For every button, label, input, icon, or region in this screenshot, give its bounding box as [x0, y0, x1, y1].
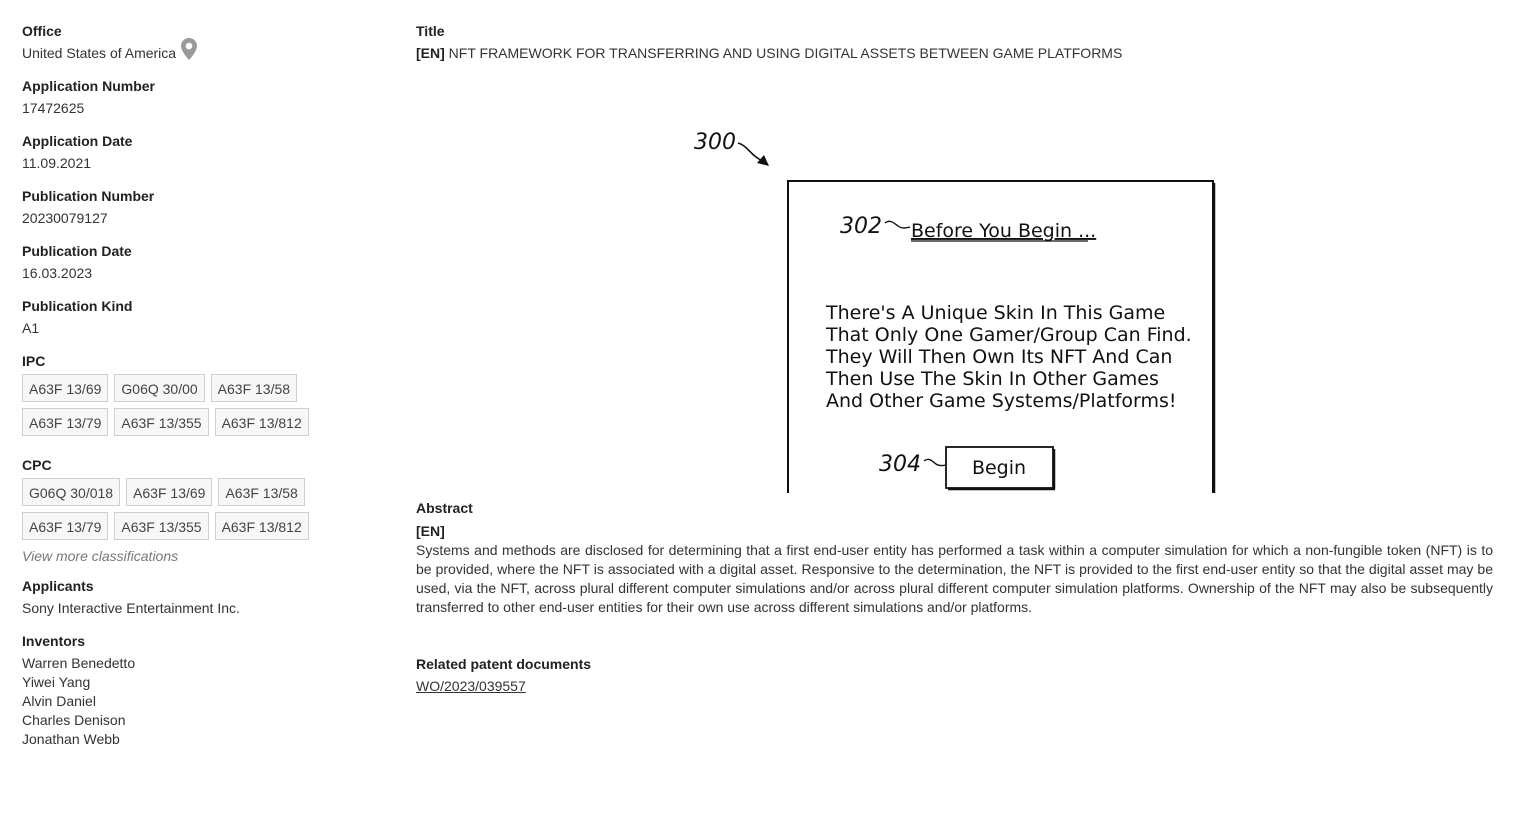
related-documents-label: Related patent documents — [416, 656, 592, 672]
publication-number-value: 20230079127 — [22, 210, 108, 226]
screen-text-line: They Will Then Own Its NFT And Can — [826, 346, 1173, 368]
screen-text-line: That Only One Gamer/Group Can Find. — [826, 324, 1192, 346]
ref-304-label: 304 — [879, 452, 921, 477]
ipc-label: IPC — [22, 353, 46, 369]
office-field — [22, 22, 342, 63]
publication-number-label: Publication Number — [22, 188, 155, 204]
ipc-chip[interactable]: A63F 13/812 — [215, 408, 309, 436]
related-documents-section — [416, 655, 1493, 696]
ipc-chip[interactable]: A63F 13/355 — [114, 408, 208, 436]
abstract-lang-tag: [EN] — [416, 523, 445, 539]
office-label: Office — [22, 23, 62, 39]
title-label: Title — [416, 23, 445, 39]
ipc-chip[interactable]: A63F 13/79 — [22, 408, 108, 436]
inventor-name: Warren Benedetto — [22, 655, 136, 671]
map-pin-icon[interactable] — [180, 37, 198, 61]
ref-300-label: 300 — [694, 130, 736, 155]
screen-text-line: And Other Game Systems/Platforms! — [826, 390, 1177, 412]
application-number-field — [22, 77, 342, 118]
screen-begin-label: Begin — [971, 457, 1027, 479]
publication-date-value: 16.03.2023 — [22, 265, 93, 281]
title-text: NFT FRAMEWORK FOR TRANSFERRING AND USING DIGITAL ASSETS BETWEEN GAME PLATFORMS — [448, 45, 1123, 61]
inventor-name: Yiwei Yang — [22, 674, 91, 690]
cpc-chip[interactable]: A63F 13/812 — [215, 512, 309, 540]
related-document-link[interactable]: WO/2023/039557 — [416, 678, 526, 694]
abstract-section — [416, 499, 1493, 617]
abstract-label: Abstract — [416, 500, 473, 516]
cpc-chip[interactable]: A63F 13/58 — [218, 478, 304, 506]
publication-kind-label: Publication Kind — [22, 298, 133, 314]
screen-heading: Before You Begin ... — [911, 220, 1097, 242]
inventors-field — [22, 632, 342, 749]
title-section — [416, 22, 1493, 63]
ref-302-label: 302 — [840, 214, 882, 239]
applicants-value: Sony Interactive Entertainment Inc. — [22, 600, 240, 616]
cpc-chip[interactable]: A63F 13/69 — [126, 478, 212, 506]
publication-date-label: Publication Date — [22, 243, 132, 259]
ipc-chip[interactable]: A63F 13/69 — [22, 374, 108, 402]
arrow-head-icon — [757, 155, 769, 166]
ipc-chip[interactable]: G06Q 30/00 — [114, 374, 204, 402]
ipc-field — [22, 352, 342, 442]
publication-kind-field — [22, 297, 342, 338]
applicants-field — [22, 577, 342, 618]
patent-drawing[interactable] — [416, 73, 1493, 493]
inventor-name: Alvin Daniel — [22, 693, 96, 709]
cpc-label: CPC — [22, 457, 52, 473]
office-value: United States of America — [22, 45, 177, 61]
application-date-field — [22, 132, 342, 173]
screen-text-line: Then Use The Skin In Other Games — [826, 368, 1159, 390]
cpc-chip[interactable]: G06Q 30/018 — [22, 478, 120, 506]
screen-text-line: There's A Unique Skin In This Game — [826, 302, 1166, 324]
view-more-classifications-link[interactable]: View more classifications — [22, 548, 179, 564]
ipc-chip[interactable]: A63F 13/58 — [211, 374, 297, 402]
cpc-field — [22, 456, 342, 565]
inventors-label: Inventors — [22, 633, 86, 649]
inventor-name: Charles Denison — [22, 712, 126, 728]
bibliographic-panel — [22, 22, 342, 763]
main-panel — [416, 22, 1493, 696]
publication-date-field — [22, 242, 342, 283]
publication-number-field — [22, 187, 342, 228]
abstract-text: Systems and methods are disclosed for determining that a first end-user entity has performed a task within a computer simulation for which a non-fungible token (NFT) is to be provided, where the NFT is associated with a digital asset. Responsive to the determination, the NFT is provided to the first end-user entity so that the digital asset may be used, via the NFT, across plural different computer simulations and/or across plural different computer simulation platforms. Ownership of the NFT may also be subsequently transferred to other end-user entities for their own use across different simulations and/or platforms. — [416, 542, 1493, 615]
applicants-label: Applicants — [22, 578, 94, 594]
cpc-chip[interactable]: A63F 13/79 — [22, 512, 108, 540]
application-number-label: Application Number — [22, 78, 156, 94]
cpc-chip[interactable]: A63F 13/355 — [114, 512, 208, 540]
application-number-value: 17472625 — [22, 100, 85, 116]
publication-kind-value: A1 — [22, 320, 40, 336]
title-lang-tag: [EN] — [416, 45, 445, 61]
application-date-value: 11.09.2021 — [22, 155, 92, 171]
application-date-label: Application Date — [22, 133, 133, 149]
inventor-name: Jonathan Webb — [22, 731, 120, 747]
